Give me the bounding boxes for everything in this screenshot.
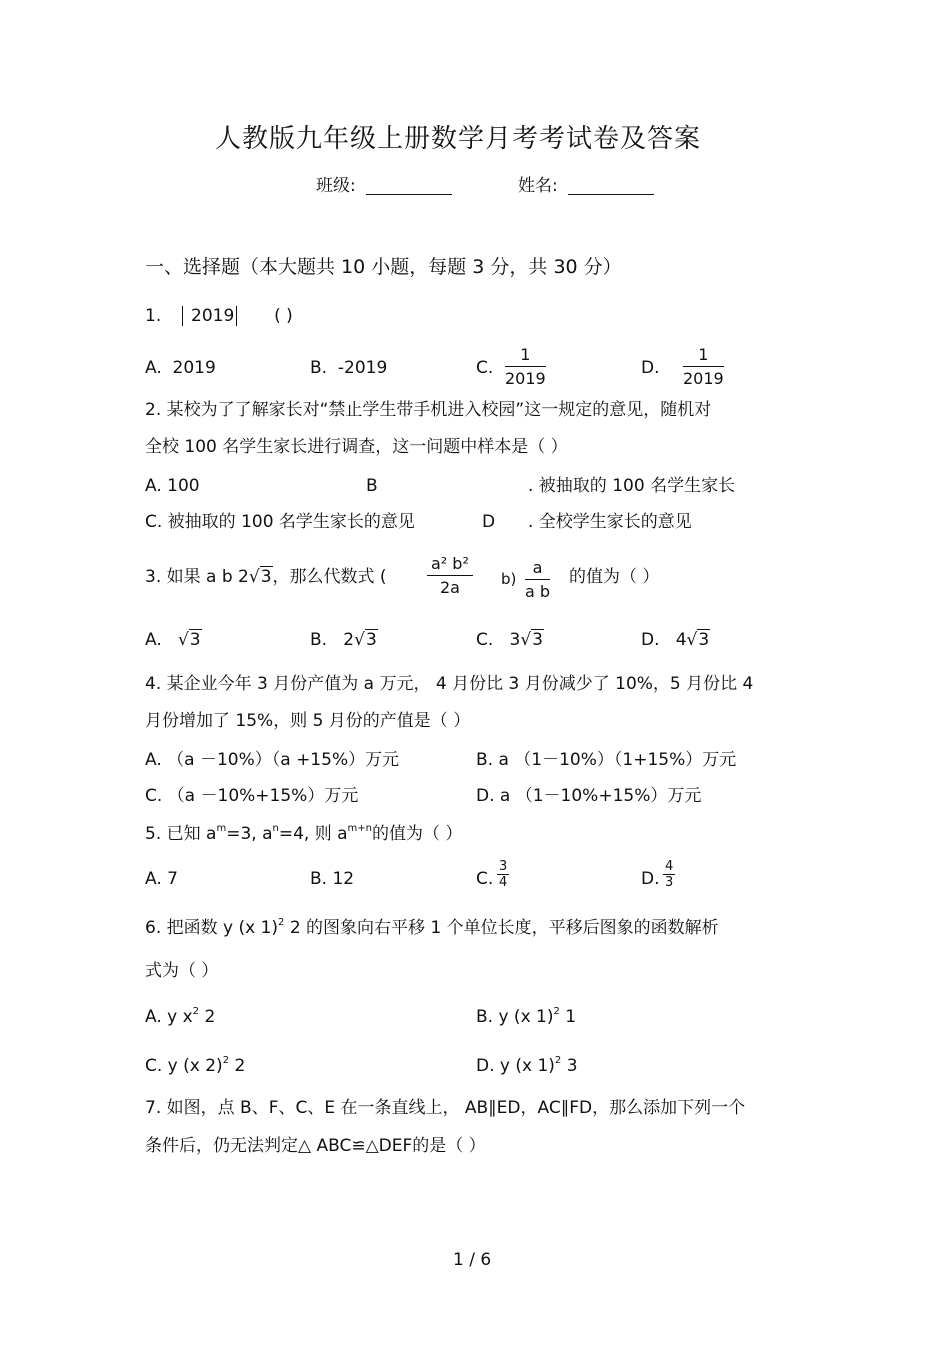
option-label: C. [476,630,494,650]
q3-option-b [310,632,378,649]
question-1 [145,308,293,325]
option-text: 1 [559,1007,577,1027]
q2-option-a: A. 100 [145,476,200,496]
q5-option-d: D. [641,869,660,889]
q2-option-c: C. 被抽取的 100 名学生家长的意见 [145,512,415,532]
q5-stem-c: =4, 则 a [278,824,348,844]
q2-line-2: 全校 100 名学生家长进行调查，这一问题中样本是（ ） [145,437,568,457]
option-text: 2 [229,1056,246,1076]
q3-fraction-1 [427,556,473,596]
name-label: 姓名: [518,176,558,196]
exponent: 2 [553,1006,560,1017]
radicand: 3 [698,630,710,650]
q4-option-c: C. （a －10%+15%）万元 [145,786,359,806]
option-text: 2 [199,1007,216,1027]
q1-option-c [476,360,493,377]
page-title: 人教版九年级上册数学月考考试卷及答案 [215,124,702,154]
option-label: A. [145,358,162,378]
q3-tail: 的值为（ ） [569,567,660,587]
q6-option-b [476,1006,577,1027]
q6-option-a [145,1006,216,1027]
exponent: 2 [554,1055,562,1066]
sqrt-icon: √3 [354,630,377,650]
q6-option-d [476,1055,578,1076]
q5-stem-d: 的值为（ ） [372,824,463,844]
q5-stem-a: 5. 已知 a [145,824,217,844]
q1-option-b [310,360,387,377]
q3-stem [145,569,387,586]
exponent: m [216,823,227,834]
fraction-denominator: 2019 [683,369,724,388]
option-text: B. y (x 1) [476,1007,554,1027]
q7-line-2: 条件后，仍无法判定△ ABC≌△DEF的是（ ） [145,1136,486,1156]
q1-value: 2019 [191,306,235,326]
q2-line-1: 2. 某校为了了解家长对“禁止学生带手机进入校园”这一规定的意见，随机对 [145,400,712,420]
q3-option-d [641,632,710,649]
q6-line-1b: 2 的图象向右平移 1 个单位长度，平移后图象的函数解析 [284,918,719,938]
option-text: A. y x [145,1007,193,1027]
q4-option-a: A. （a －10%）（a +15%）万元 [145,750,400,770]
q3-stem-text: 3. 如果 a b 2 [145,567,249,587]
q4-line-2: 月份增加了 15%，则 5 月份的产值是（ ） [145,711,471,731]
name-field [518,176,654,195]
sqrt-icon: √3 [248,567,272,587]
q2-option-d-text: . 全校学生家长的意见 [528,512,692,532]
sqrt-icon: √3 [520,630,543,650]
q1-option-d [641,360,660,377]
q5-option-c-fraction [497,860,509,889]
q4-line-1: 4. 某企业今年 3 月份产值为 a 万元， 4 月份比 3 月份减少了 10%，5 月份比 4 [145,674,754,694]
q6-line-1 [145,917,719,938]
q1-paren: ( ) [274,306,293,326]
fraction-numerator: 1 [683,347,724,367]
class-blank [366,176,452,195]
option-label: A. [145,630,162,650]
exponent: 2 [278,917,285,928]
option-text: -2019 [337,358,388,378]
fraction-numerator: a² b² [427,556,473,576]
q3-b: b) [501,570,517,588]
q2-option-b-label: B [366,476,378,496]
q1-option-a [145,360,216,377]
option-label: D. [641,358,660,378]
option-label: B. [310,358,328,378]
q2-option-d-label: D [482,512,496,532]
section-header: 一、选择题（本大题共 10 小题，每题 3 分，共 30 分） [145,256,622,278]
q5-option-a: A. 7 [145,869,178,889]
q6-line-1a: 6. 把函数 y (x 1) [145,918,279,938]
exponent: n [272,823,279,834]
fraction-denominator: 2a [439,578,460,597]
q2-option-b-text: . 被抽取的 100 名学生家长 [528,476,736,496]
q3-fraction-2 [525,560,550,600]
radicand: 3 [532,630,543,650]
exponent: 2 [192,1006,200,1017]
q1-option-d-fraction [683,347,724,387]
exponent: 2 [222,1055,230,1066]
q6-option-c [145,1055,246,1076]
coefficient: 4 [675,630,687,650]
sqrt-icon: √3 [177,630,201,650]
q5-stem [145,823,463,844]
q3-mid: ，那么代数式 ( [272,567,387,587]
fraction-numerator: 3 [499,859,508,874]
class-field [316,176,452,195]
name-blank [568,176,654,195]
q7-line-1: 7. 如图，点 B、F、C、E 在一条直线上， AB∥ED，AC∥FD，那么添加下列一个 [145,1098,746,1118]
fraction-denominator: 3 [665,875,674,890]
fraction-numerator: a [525,560,550,580]
option-label: C. [476,358,494,378]
option-text: 2019 [172,358,216,378]
q4-option-b: B. a （1－10%）（1+15%）万元 [476,750,737,770]
fraction-denominator: a b [525,582,551,601]
radicand: 3 [260,567,272,587]
coefficient: 3 [509,630,521,650]
q3-option-c [476,632,544,649]
option-text: C. y (x 2) [145,1056,223,1076]
fraction-denominator: 4 [499,875,508,890]
sqrt-icon: √3 [686,630,710,650]
option-label: B. [310,630,328,650]
q3-option-a [145,632,202,649]
fraction-numerator: 1 [505,347,546,367]
coefficient: 2 [343,630,355,650]
q1-number: 1. [145,306,162,326]
q5-option-c: C. [476,869,494,889]
option-text: 3 [561,1056,578,1076]
radicand: 3 [189,630,201,650]
q5-option-d-fraction [663,860,675,889]
q1-option-c-fraction [505,347,546,387]
exponent: m+n [347,823,373,834]
option-text: D. y (x 1) [476,1056,555,1076]
fraction-numerator: 4 [665,859,674,874]
q5-option-b: B. 12 [310,869,355,889]
abs-value [182,306,237,326]
page-number: 1 / 6 [453,1250,492,1270]
option-label: D. [641,630,660,650]
q5-stem-b: =3, a [226,824,273,844]
q6-line-2: 式为（ ） [145,961,219,981]
q4-option-d: D. a （1－10%+15%）万元 [476,786,702,806]
class-label: 班级: [316,176,356,196]
fraction-denominator: 2019 [505,369,546,388]
radicand: 3 [365,630,377,650]
